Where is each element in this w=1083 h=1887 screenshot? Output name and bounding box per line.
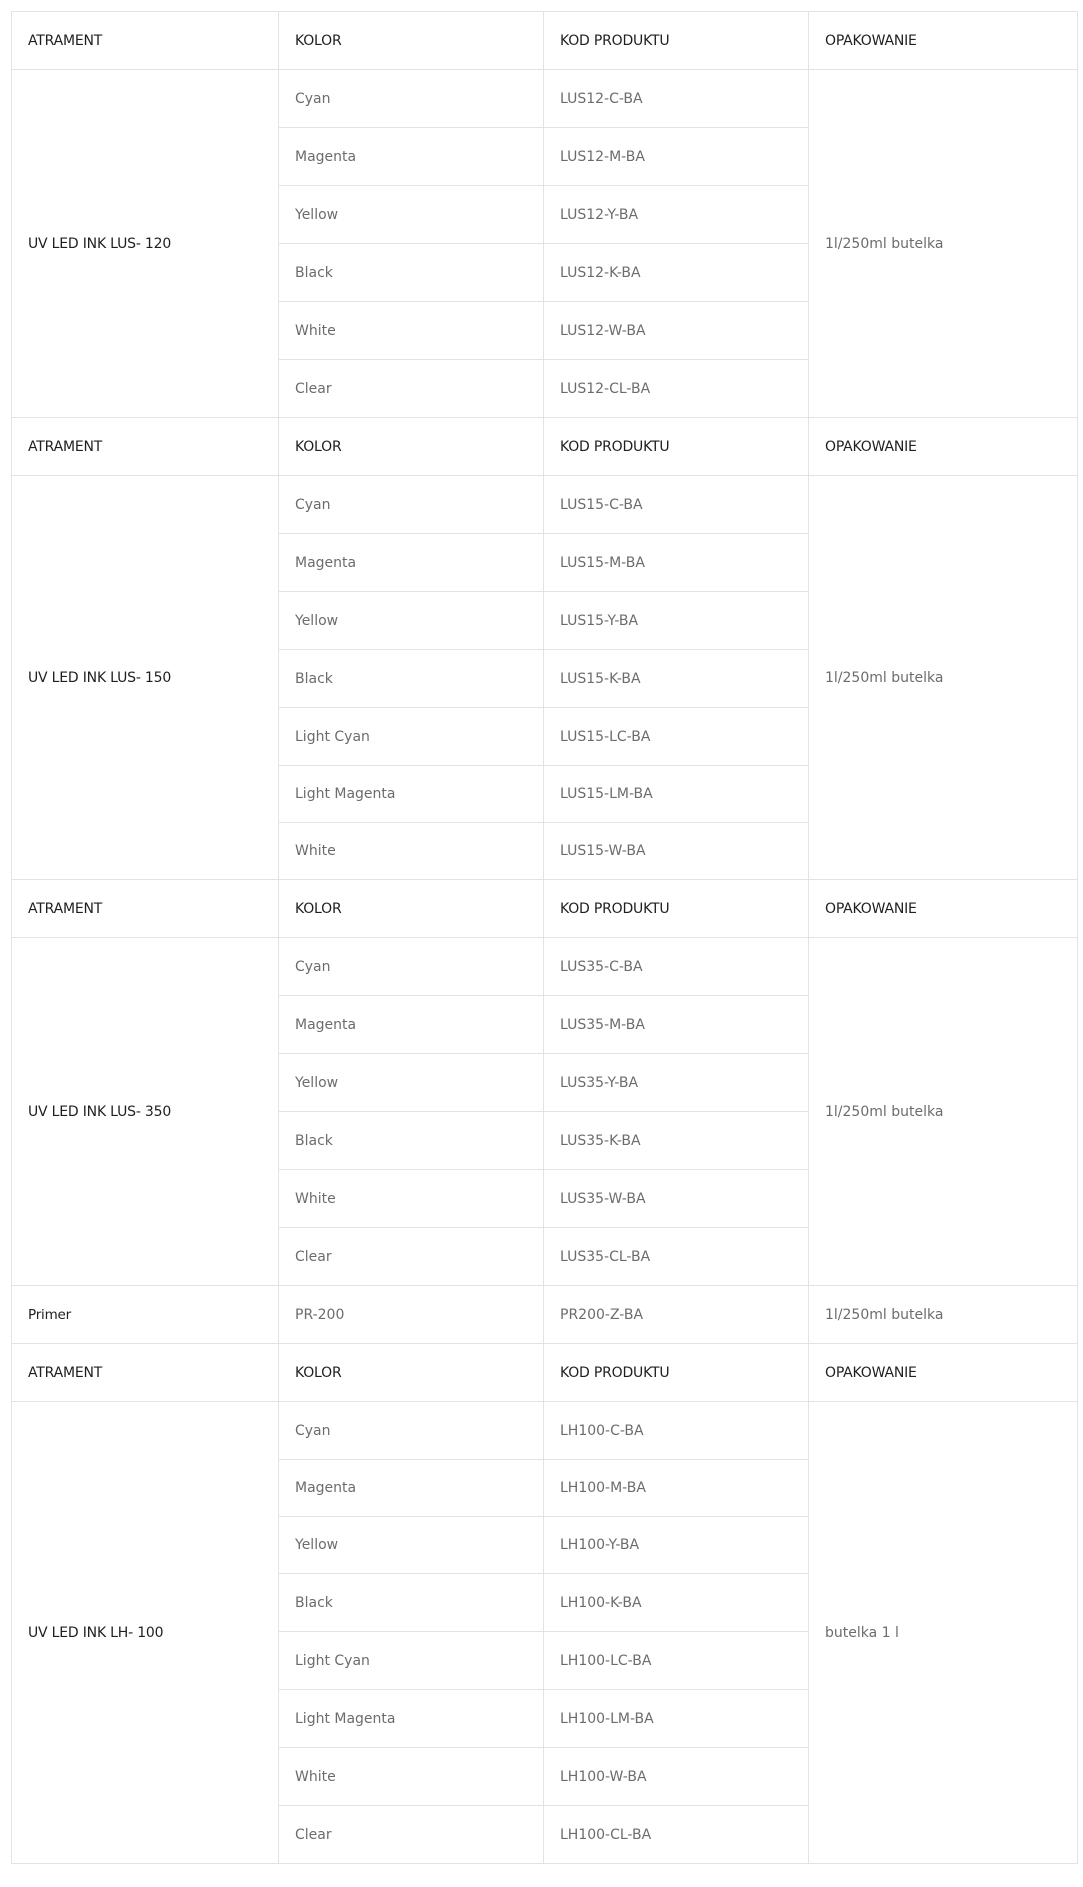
product-name-cell: UV LED INK LUS- 150 (12, 476, 279, 880)
product-code-cell: LUS15-K-BA (544, 650, 809, 708)
product-code-cell: LUS15-LM-BA (544, 766, 809, 823)
product-code-cell: LUS15-LC-BA (544, 708, 809, 766)
product-code-cell: LH100-CL-BA (544, 1806, 809, 1864)
color-cell: PR-200 (279, 1286, 544, 1344)
product-code-cell: LH100-LC-BA (544, 1632, 809, 1690)
color-cell: White (279, 1748, 544, 1806)
header-kolor: KOLOR (279, 12, 544, 70)
header-opakowanie: OPAKOWANIE (809, 418, 1078, 476)
product-name-cell: UV LED INK LUS- 350 (12, 938, 279, 1286)
table-row (12, 70, 1078, 128)
header-opakowanie: OPAKOWANIE (809, 1344, 1078, 1402)
product-code-cell: LUS12-Y-BA (544, 186, 809, 244)
color-cell: Magenta (279, 128, 544, 186)
color-cell: Cyan (279, 1402, 544, 1460)
product-code-cell: PR200-Z-BA (544, 1286, 809, 1344)
header-atrament: ATRAMENT (12, 1344, 279, 1402)
color-cell: Black (279, 1112, 544, 1170)
header-kolor: KOLOR (279, 880, 544, 938)
packaging-cell: 1l/250ml butelka (809, 1286, 1078, 1344)
product-code-cell: LUS35-K-BA (544, 1112, 809, 1170)
color-cell: Light Magenta (279, 1690, 544, 1748)
color-cell: Yellow (279, 186, 544, 244)
color-cell: Light Cyan (279, 1632, 544, 1690)
color-cell: Light Cyan (279, 708, 544, 766)
ink-table-body (12, 12, 1078, 1864)
product-code-cell: LUS35-CL-BA (544, 1228, 809, 1286)
packaging-cell: 1l/250ml butelka (809, 476, 1078, 880)
product-code-cell: LUS35-M-BA (544, 996, 809, 1054)
product-code-cell: LUS15-Y-BA (544, 592, 809, 650)
header-opakowanie: OPAKOWANIE (809, 880, 1078, 938)
table-row (12, 938, 1078, 996)
product-code-cell: LH100-M-BA (544, 1460, 809, 1517)
header-kolor: KOLOR (279, 1344, 544, 1402)
color-cell: Cyan (279, 476, 544, 534)
ink-table-container (11, 11, 1077, 1864)
product-code-cell: LH100-C-BA (544, 1402, 809, 1460)
header-kolor: KOLOR (279, 418, 544, 476)
color-cell: Light Magenta (279, 766, 544, 823)
packaging-cell: butelka 1 l (809, 1402, 1078, 1864)
color-cell: Clear (279, 1228, 544, 1286)
header-kod-produktu: KOD PRODUKTU (544, 880, 809, 938)
product-code-cell: LUS12-M-BA (544, 128, 809, 186)
table-row (12, 476, 1078, 534)
color-cell: Yellow (279, 1517, 544, 1574)
packaging-cell: 1l/250ml butelka (809, 938, 1078, 1286)
product-code-cell: LUS15-W-BA (544, 823, 809, 880)
header-atrament: ATRAMENT (12, 880, 279, 938)
ink-products-table (11, 11, 1078, 1864)
table-row-primer (12, 1286, 1078, 1344)
product-code-cell: LUS12-C-BA (544, 70, 809, 128)
color-cell: White (279, 302, 544, 360)
color-cell: White (279, 823, 544, 880)
header-opakowanie: OPAKOWANIE (809, 12, 1078, 70)
color-cell: Clear (279, 1806, 544, 1864)
product-code-cell: LUS15-M-BA (544, 534, 809, 592)
color-cell: Cyan (279, 938, 544, 996)
table-header-row (12, 418, 1078, 476)
color-cell: Yellow (279, 1054, 544, 1112)
header-kod-produktu: KOD PRODUKTU (544, 12, 809, 70)
product-code-cell: LUS35-C-BA (544, 938, 809, 996)
header-kod-produktu: KOD PRODUKTU (544, 418, 809, 476)
product-code-cell: LUS35-Y-BA (544, 1054, 809, 1112)
product-name-cell: Primer (12, 1286, 279, 1344)
product-code-cell: LUS12-CL-BA (544, 360, 809, 418)
color-cell: Black (279, 244, 544, 302)
product-code-cell: LH100-LM-BA (544, 1690, 809, 1748)
color-cell: White (279, 1170, 544, 1228)
product-code-cell: LH100-Y-BA (544, 1517, 809, 1574)
product-code-cell: LUS35-W-BA (544, 1170, 809, 1228)
packaging-cell: 1l/250ml butelka (809, 70, 1078, 418)
product-code-cell: LUS12-K-BA (544, 244, 809, 302)
header-atrament: ATRAMENT (12, 418, 279, 476)
product-name-cell: UV LED INK LUS- 120 (12, 70, 279, 418)
color-cell: Magenta (279, 534, 544, 592)
product-code-cell: LH100-W-BA (544, 1748, 809, 1806)
product-code-cell: LUS15-C-BA (544, 476, 809, 534)
product-code-cell: LUS12-W-BA (544, 302, 809, 360)
header-atrament: ATRAMENT (12, 12, 279, 70)
color-cell: Yellow (279, 592, 544, 650)
header-kod-produktu: KOD PRODUKTU (544, 1344, 809, 1402)
product-code-cell: LH100-K-BA (544, 1574, 809, 1632)
color-cell: Clear (279, 360, 544, 418)
table-header-row (12, 880, 1078, 938)
table-row (12, 1402, 1078, 1460)
table-header-row (12, 12, 1078, 70)
table-header-row (12, 1344, 1078, 1402)
product-name-cell: UV LED INK LH- 100 (12, 1402, 279, 1864)
color-cell: Black (279, 650, 544, 708)
color-cell: Black (279, 1574, 544, 1632)
color-cell: Magenta (279, 1460, 544, 1517)
color-cell: Cyan (279, 70, 544, 128)
color-cell: Magenta (279, 996, 544, 1054)
